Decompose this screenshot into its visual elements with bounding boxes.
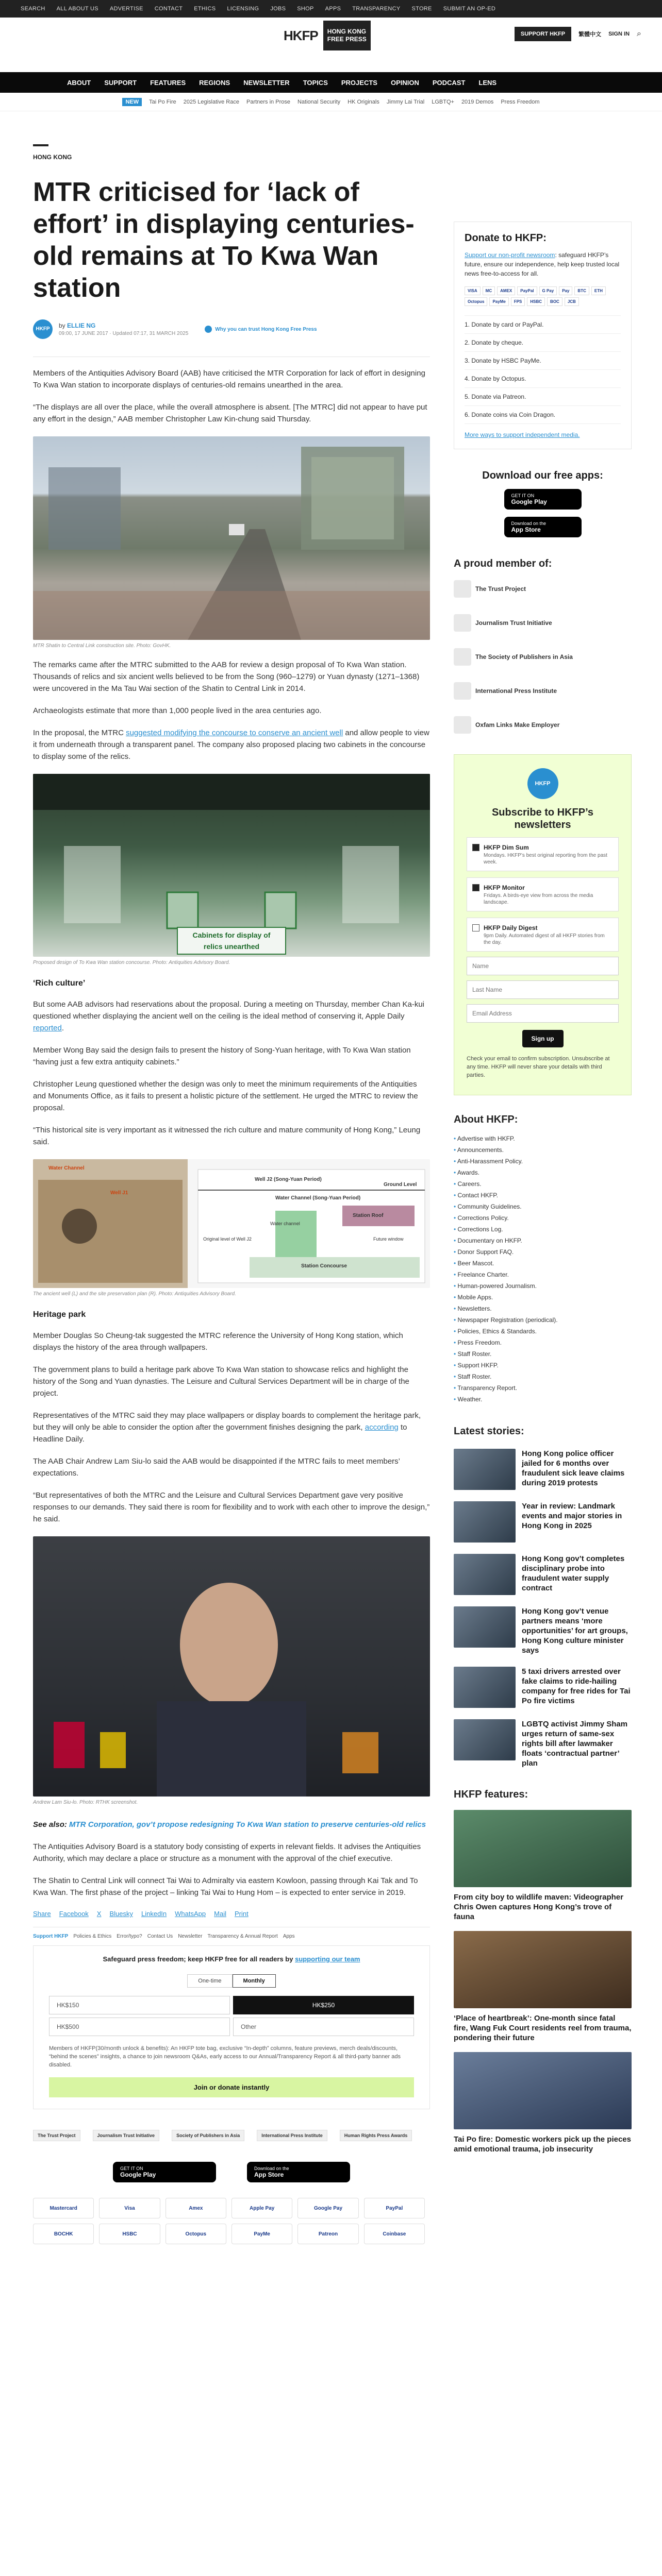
paragraph-text: . bbox=[61, 1024, 64, 1032]
app-store-label: App Store bbox=[254, 2171, 284, 2178]
paragraph-text: Representatives of the MTRC said they may place wallpapers or display boards to complement the heritage park, but they will only be able to consider the option after the government finishes designing the park, bbox=[33, 1411, 421, 1432]
about-link[interactable]: • Donor Support FAQ. bbox=[454, 1246, 632, 1258]
feature-headline[interactable]: From city boy to wildlife maven: Videographer Chris Owen captures Hong Kong’s trove of fauna bbox=[454, 1893, 623, 1921]
footer-link[interactable]: Contact Us bbox=[147, 1934, 173, 1939]
section-heading: Heritage park bbox=[33, 1310, 86, 1319]
share-print[interactable]: Print bbox=[234, 1910, 249, 1918]
concourse-design-image bbox=[33, 774, 430, 957]
story-thumbnail[interactable] bbox=[454, 1667, 516, 1708]
payment-badge: Pay bbox=[559, 286, 572, 295]
newsletter-note: Check your email to confirm subscription. Unsubscribe at any time. HKFP will never share your details with third parties. bbox=[467, 1056, 610, 1078]
header-actions bbox=[515, 27, 641, 41]
checkbox-unchecked[interactable] bbox=[472, 924, 479, 931]
nav-podcast[interactable]: PODCAST bbox=[432, 78, 466, 87]
diagram-label-water: Water Channel bbox=[48, 1165, 85, 1171]
app-store-small: Download on the bbox=[511, 521, 547, 526]
member-logo-label: The Society of Publishers in Asia bbox=[475, 653, 573, 660]
member-logo-icon bbox=[454, 614, 471, 632]
share-linkedin[interactable]: LinkedIn bbox=[141, 1910, 167, 1918]
site-logo[interactable] bbox=[278, 21, 371, 50]
about-link[interactable]: • Transparency Report. bbox=[454, 1382, 632, 1394]
story-thumbnail[interactable] bbox=[454, 1501, 516, 1543]
feature-image[interactable] bbox=[454, 1931, 632, 2008]
about-link[interactable]: • Corrections Log. bbox=[454, 1224, 632, 1235]
app-store-label: App Store bbox=[511, 526, 541, 533]
payment-badge: HSBC bbox=[527, 297, 545, 306]
story-headline[interactable]: Hong Kong gov’t venue partners means ‘more opportunities’ for art groups, Hong Kong culture minister says bbox=[522, 1607, 628, 1655]
donation-headline-text: Safeguard press freedom; keep HKFP free for all readers by bbox=[103, 1955, 295, 1963]
utility-link-ethics[interactable]: ETHICS bbox=[194, 6, 216, 12]
logo-mark: HKFP bbox=[278, 21, 323, 50]
donation-method[interactable]: 5. Donate via Patreon. bbox=[465, 388, 621, 406]
payment-badges bbox=[465, 286, 621, 306]
donation-method[interactable]: 4. Donate by Octopus. bbox=[465, 370, 621, 388]
paragraph-text: to Headline Daily. bbox=[33, 1423, 407, 1444]
about-title: About HKFP: bbox=[454, 1114, 518, 1125]
payment-badge: AMEX bbox=[497, 286, 515, 295]
share-x[interactable]: X bbox=[96, 1910, 102, 1918]
member-logo[interactable] bbox=[454, 682, 632, 700]
donate-title: Donate to HKFP: bbox=[465, 232, 547, 244]
partner-logo[interactable]: International Press Institute bbox=[257, 2130, 327, 2141]
story-thumbnail[interactable] bbox=[454, 1719, 516, 1760]
amount-option[interactable]: HK$500 bbox=[49, 2018, 230, 2036]
about-link[interactable]: • Newspaper Registration (periodical). bbox=[454, 1314, 632, 1326]
diagram-label-original: Original level of Well J2 bbox=[203, 1236, 252, 1242]
about-link[interactable]: • Weather. bbox=[454, 1394, 632, 1405]
utility-link-about[interactable]: ALL ABOUT US bbox=[56, 6, 98, 12]
newsletter-desc: Mondays. HKFP’s best original reporting from the past week. bbox=[484, 853, 607, 865]
paragraph: The remarks came after the MTRC submitted to the AAB for review a design proposal of To Kwa Wan station. Thousands of relics and six ancient wells believed to be from the Song (960–1279) or Yuan dynasty (1271–1368) were uncovered in the Ma Tau Wai section of the Shatin to Central Link in 2014. bbox=[33, 660, 420, 693]
image-caption: Proposed design of To Kwa Wan station concourse. Photo: Antiquities Advisory Board. bbox=[33, 960, 230, 965]
share-facebook[interactable]: Facebook bbox=[59, 1910, 89, 1918]
member-logo[interactable] bbox=[454, 716, 632, 734]
author-prefix: by bbox=[59, 322, 65, 329]
share-label[interactable]: Share bbox=[33, 1910, 51, 1918]
footer-link[interactable]: Newsletter bbox=[178, 1934, 203, 1939]
see-also-link[interactable]: MTR Corporation, gov’t propose redesigning To Kwa Wan station to preserve centuries-old relics bbox=[69, 1820, 426, 1829]
about-link[interactable]: • Announcements. bbox=[454, 1144, 632, 1156]
payment-logo: Visa bbox=[99, 2198, 160, 2218]
article bbox=[33, 144, 430, 2244]
more-ways-link[interactable]: More ways to support independent media. bbox=[465, 431, 580, 438]
donation-headline bbox=[49, 1955, 414, 1963]
footer-link[interactable]: Policies & Ethics bbox=[73, 1934, 112, 1939]
about-link[interactable]: • Advertise with HKFP. bbox=[454, 1133, 632, 1144]
trending-link[interactable]: Jimmy Lai Trial bbox=[386, 98, 425, 105]
member-logo-icon bbox=[454, 580, 471, 598]
about-link[interactable]: • Support HKFP. bbox=[454, 1360, 632, 1371]
payment-badge: Octopus bbox=[465, 297, 487, 306]
feature-image[interactable] bbox=[454, 2052, 632, 2129]
feature-image[interactable] bbox=[454, 1810, 632, 1887]
google-play-label: Google Play bbox=[511, 498, 547, 505]
search-icon[interactable]: ⌕ bbox=[637, 29, 641, 38]
join-donate-button[interactable]: Join or donate instantly bbox=[49, 2077, 414, 2097]
paragraph-text: But some AAB advisors had reservations about the proposal. During a meeting on Thursday, member Chan Ka-kui questioned whether displaying the ancient well on the ceiling is the ideal method of conserving it, Apple Daily bbox=[33, 1000, 425, 1021]
proposal-link[interactable]: suggested modifying the concourse to conserve an ancient well bbox=[126, 728, 343, 737]
article-category[interactable]: HONG KONG bbox=[33, 154, 72, 161]
payment-badge: G Pay bbox=[539, 286, 557, 295]
payment-logo: Apple Pay bbox=[231, 2198, 292, 2218]
diagram-label-roof: Station Roof bbox=[353, 1213, 384, 1218]
paragraph-text: and allow people to view it from underneath through a transparent panel. The company also proposed placing two cabinets in the concourse to display some of the relics. bbox=[33, 728, 429, 761]
about-link[interactable]: • Community Guidelines. bbox=[454, 1201, 632, 1212]
diagram-label-ground: Ground Level bbox=[384, 1182, 417, 1188]
photo-illustration bbox=[33, 436, 430, 640]
member-logo-icon bbox=[454, 682, 471, 700]
utility-link-licensing[interactable]: LICENSING bbox=[227, 6, 259, 12]
payment-logo: BOCHK bbox=[33, 2224, 94, 2244]
diagram-label-well-j1: Well J1 bbox=[110, 1190, 128, 1196]
diagram-label-window: Future window bbox=[373, 1236, 404, 1242]
utility-link-apps[interactable]: APPS bbox=[325, 6, 341, 12]
trending-link[interactable]: Press Freedom bbox=[501, 98, 540, 105]
article-footer-links bbox=[33, 1934, 430, 1939]
nav-features[interactable]: FEATURES bbox=[150, 78, 186, 87]
payment-badge: PayMe bbox=[489, 297, 508, 306]
payment-logo: Amex bbox=[166, 2198, 226, 2218]
partner-logo[interactable]: Society of Publishers in Asia bbox=[172, 2130, 244, 2141]
nav-about[interactable]: ABOUT bbox=[67, 78, 91, 87]
trending-link[interactable]: LGBTQ+ bbox=[432, 98, 454, 105]
support-hkfp-link[interactable]: Support HKFP bbox=[33, 1934, 69, 1939]
nav-newsletter[interactable]: NEWSLETTER bbox=[243, 78, 290, 87]
paragraph: The Shatin to Central Link will connect Tai Wai to Admiralty via eastern Kowloon, passing through Kai Tak and To Kwa Wan. The first phase of the project – linking Tai Wai to Hung Hom – is expected to enter service in 2019. bbox=[33, 1876, 418, 1897]
about-link[interactable]: • Press Freedom. bbox=[454, 1337, 632, 1348]
membership-note: Members of HKFP(30/month unlock & benefits): An HKFP tote bag, exclusive “In-depth” columns, feature previews, merch deals/discounts, “behind the scenes” insights, a chance to join newsroom Q&As, early access to our Annual/Transparency Report & all third-party banner ads disabled. bbox=[49, 2045, 401, 2068]
donation-method[interactable]: 6. Donate coins via Coin Dragon. bbox=[465, 406, 621, 424]
paragraph bbox=[33, 727, 430, 762]
cabinet-label bbox=[177, 928, 286, 952]
newsletter-desc: Fridays. A birds-eye view from across the media landscape. bbox=[484, 893, 593, 905]
amount-option-selected[interactable]: HK$250 bbox=[233, 1996, 414, 2014]
diagram-label-watercourse: Water channel bbox=[270, 1221, 300, 1226]
donation-methods bbox=[465, 315, 621, 424]
member-logo[interactable] bbox=[454, 648, 632, 666]
member-logo-label: The Trust Project bbox=[475, 585, 526, 592]
diagram-illustration bbox=[33, 1159, 430, 1288]
feature-headline[interactable]: ‘Place of heartbreak’: One-month since fatal fire, Wang Fuk Court residents reel from trauma, pondering their future bbox=[454, 2014, 632, 2042]
google-play-button[interactable] bbox=[504, 489, 582, 510]
trust-icon bbox=[205, 326, 212, 333]
member-logo-icon bbox=[454, 648, 471, 666]
about-link[interactable]: • Beer Mascot. bbox=[454, 1258, 632, 1269]
trending-link[interactable]: Partners in Prose bbox=[246, 98, 290, 105]
about-link[interactable]: • Documentary on HKFP. bbox=[454, 1235, 632, 1246]
main-navigation bbox=[0, 72, 662, 93]
frequency-toggle bbox=[49, 1974, 414, 1988]
payment-logo: Google Pay bbox=[297, 2198, 358, 2218]
last-name-input[interactable] bbox=[467, 980, 619, 999]
trending-link[interactable]: 2025 Legislative Race bbox=[183, 98, 239, 105]
paragraph: Member Wong Bay said the design fails to present the history of Song-Yuan heritage, with To Kwa Wan station “having just a few extra antiquity cabinets.” bbox=[33, 1046, 411, 1066]
latest-story[interactable] bbox=[454, 1667, 632, 1708]
newsletter-option[interactable] bbox=[467, 877, 619, 911]
story-headline[interactable]: Hong Kong gov’t completes disciplinary probe into fraudulent water supply contract bbox=[522, 1554, 625, 1592]
member-logo-icon bbox=[454, 716, 471, 734]
diagram-label-concourse: Station Concourse bbox=[301, 1263, 347, 1269]
section-heading: ‘Rich culture’ bbox=[33, 979, 86, 988]
story-headline[interactable]: LGBTQ activist Jimmy Sham urges return of same-sex rights bill after lawmaker floats ‘contractual partner’ plan bbox=[522, 1720, 628, 1768]
payment-badge: FPS bbox=[511, 297, 525, 306]
donation-method[interactable]: 3. Donate by HSBC PayMe. bbox=[465, 352, 621, 370]
about-link[interactable]: • Newsletters. bbox=[454, 1303, 632, 1314]
share-bar bbox=[33, 1910, 430, 1918]
footer-link[interactable]: Transparency & Annual Report bbox=[207, 1934, 278, 1939]
apps-panel bbox=[454, 470, 632, 537]
author-avatar: HKFP bbox=[33, 319, 53, 339]
payment-logo: Patreon bbox=[297, 2224, 358, 2244]
tab-monthly[interactable]: Monthly bbox=[233, 1974, 276, 1988]
trending-link[interactable]: National Security bbox=[297, 98, 341, 105]
headline-daily-link[interactable]: according bbox=[365, 1423, 399, 1432]
newsletter-name: HKFP Monitor bbox=[484, 884, 525, 891]
utility-link-oped[interactable]: SUBMIT AN OP-ED bbox=[443, 6, 496, 12]
paragraph: Members of the Antiquities Advisory Board (AAB) have criticised the MTR Corporation for lack of effort in designing To Kwa Wan station to incorporate displays of centuries-old remains unearthed in the area. bbox=[33, 369, 425, 389]
payment-logo: Octopus bbox=[166, 2224, 226, 2244]
payment-badge: PayPal bbox=[517, 286, 537, 295]
checkbox-checked[interactable] bbox=[472, 884, 479, 891]
feature-story[interactable] bbox=[454, 1810, 632, 1922]
payment-logo: PayPal bbox=[364, 2198, 425, 2218]
utility-links bbox=[21, 0, 495, 18]
paragraph-text: In the proposal, the MTRC bbox=[33, 728, 126, 737]
publish-dates: 09:00, 17 JUNE 2017 · Updated 07:17, 31 MARCH 2025 bbox=[59, 331, 189, 336]
about-link[interactable]: • Anti-Harassment Policy. bbox=[454, 1156, 632, 1167]
story-headline[interactable]: Year in review: Landmark events and major stories in Hong Kong in 2025 bbox=[522, 1502, 622, 1530]
member-logo-label: Oxfam Links Make Employer bbox=[475, 721, 560, 728]
language-switch[interactable]: 繁體中文 bbox=[578, 31, 602, 38]
logo-wordmark bbox=[323, 21, 371, 50]
payment-logo: Mastercard bbox=[33, 2198, 94, 2218]
amount-option-other[interactable]: Other bbox=[233, 2018, 414, 2036]
latest-title: Latest stories: bbox=[454, 1426, 524, 1437]
nav-topics[interactable]: TOPICS bbox=[303, 78, 328, 87]
feature-headline[interactable]: Tai Po fire: Domestic workers pick up the pieces amid emotional trauma, job insecurity bbox=[454, 2135, 631, 2154]
about-link[interactable]: • Contact HKFP. bbox=[454, 1190, 632, 1201]
app-store-button[interactable] bbox=[504, 517, 582, 537]
nav-opinion[interactable]: OPINION bbox=[390, 78, 419, 87]
amount-option[interactable]: HK$150 bbox=[49, 1996, 230, 2014]
image-caption: The ancient well (L) and the site preservation plan (R). Photo: Antiquities Advisory Board. bbox=[33, 1291, 236, 1297]
payment-logo: HSBC bbox=[99, 2224, 160, 2244]
app-store-button[interactable] bbox=[247, 2162, 350, 2182]
utility-link-shop[interactable]: SHOP bbox=[297, 6, 314, 12]
trending-link[interactable]: 2019 Demos bbox=[461, 98, 494, 105]
utility-link-search[interactable]: SEARCH bbox=[21, 6, 45, 12]
payment-badge: BOC bbox=[547, 297, 562, 306]
share-whatsapp[interactable]: WhatsApp bbox=[175, 1910, 206, 1918]
donate-panel bbox=[454, 222, 632, 449]
story-thumbnail[interactable] bbox=[454, 1606, 516, 1648]
trending-bar bbox=[0, 93, 662, 111]
share-bluesky[interactable]: Bluesky bbox=[109, 1910, 133, 1918]
share-mail[interactable]: Mail bbox=[214, 1910, 226, 1918]
about-link[interactable]: • Freelance Charter. bbox=[454, 1269, 632, 1280]
top-utility-bar bbox=[0, 0, 662, 18]
payment-logo: PayMe bbox=[231, 2224, 292, 2244]
latest-story[interactable] bbox=[454, 1554, 632, 1595]
payment-badge: BTC bbox=[574, 286, 589, 295]
about-link[interactable]: • Careers. bbox=[454, 1178, 632, 1190]
about-link[interactable]: • Mobile Apps. bbox=[454, 1292, 632, 1303]
utility-link-transparency[interactable]: TRANSPARENCY bbox=[352, 6, 401, 12]
photo-illustration bbox=[33, 1536, 430, 1797]
partner-logos bbox=[33, 2130, 430, 2141]
paragraph bbox=[33, 998, 430, 1034]
google-play-small: GET IT ON bbox=[120, 2166, 143, 2171]
member-logo[interactable] bbox=[454, 614, 632, 632]
footer-link[interactable]: Apps bbox=[283, 1934, 295, 1939]
trending-link[interactable]: Tai Po Fire bbox=[149, 98, 176, 105]
kicker-rule bbox=[33, 144, 48, 146]
payment-badge: VISA bbox=[465, 286, 481, 295]
paragraph bbox=[33, 1410, 430, 1445]
paragraph: “This historical site is very important as it witnessed the rich culture and mature community of Hong Kong,” Leung said. bbox=[33, 1126, 421, 1146]
about-link[interactable]: • Corrections Policy. bbox=[454, 1212, 632, 1224]
apple-daily-link[interactable]: reported bbox=[33, 1024, 62, 1032]
member-title: A proud member of: bbox=[454, 558, 552, 569]
nav-support[interactable]: SUPPORT bbox=[104, 78, 137, 87]
support-team-link[interactable]: supporting our team bbox=[295, 1955, 360, 1963]
donation-widget bbox=[33, 1945, 430, 2109]
paragraph: The government plans to build a heritage park above To Kwa Wan station to showcase relics and highlight the history of the Song and Yuan dynasties. The Leisure and Cultural Services Department will be in charge of the project. bbox=[33, 1365, 409, 1398]
newsletter-option[interactable] bbox=[467, 837, 619, 871]
author-line bbox=[59, 322, 188, 329]
email-input[interactable] bbox=[467, 1004, 619, 1023]
logo-line-2: FREE PRESS bbox=[327, 36, 367, 43]
sidebar bbox=[454, 222, 632, 2154]
donate-lead-link[interactable]: Support our non-profit newsroom bbox=[465, 251, 555, 259]
latest-story[interactable] bbox=[454, 1449, 632, 1490]
utility-link-advertise[interactable]: ADVERTISE bbox=[109, 6, 143, 12]
donation-method[interactable]: 1. Donate by card or PayPal. bbox=[465, 315, 621, 334]
google-play-small: GET IT ON bbox=[511, 493, 535, 498]
newsletter-desc: 9pm Daily. Automated digest of all HKFP stories from the day. bbox=[484, 933, 605, 945]
story-thumbnail[interactable] bbox=[454, 1554, 516, 1595]
payment-badge: ETH bbox=[591, 286, 606, 295]
logo-line-1: HONG KONG bbox=[327, 28, 367, 35]
latest-story[interactable] bbox=[454, 1501, 632, 1543]
nav-regions[interactable]: REGIONS bbox=[199, 78, 230, 87]
about-link[interactable]: • Staff Roster. bbox=[454, 1371, 632, 1382]
member-logo[interactable] bbox=[454, 580, 632, 598]
utility-link-jobs[interactable]: JOBS bbox=[270, 6, 286, 12]
paragraph: “But representatives of both the MTRC and the Leisure and Cultural Services Department gave very positive responses to our demands. They said there is room for flexibility and to work with each other to improve the design,” he said. bbox=[33, 1491, 430, 1523]
newsletter-title: Subscribe to HKFP’s newsletters bbox=[491, 807, 594, 831]
partner-logo[interactable]: The Trust Project bbox=[33, 2130, 80, 2141]
story-headline[interactable]: Hong Kong police officer jailed for 6 months over fraudulent sick leave claims during 2019 protests bbox=[522, 1449, 625, 1487]
paragraph: The Antiquities Advisory Board is a statutory body consisting of experts in relevant fields. It advises the Antiquities Authority, which may declare a place or structure as a monument with the approval of the chief executive. bbox=[33, 1842, 421, 1863]
new-badge: NEW bbox=[122, 98, 142, 106]
cabinet-label-line: Cabinets for display of bbox=[192, 931, 271, 939]
newsletter-option[interactable] bbox=[467, 918, 619, 952]
trust-link[interactable] bbox=[205, 326, 317, 333]
utility-link-store[interactable]: STORE bbox=[411, 6, 432, 12]
app-store-buttons bbox=[33, 2162, 430, 2182]
payment-badge: MC bbox=[483, 286, 495, 295]
cabinet-label-line: relics unearthed bbox=[203, 942, 260, 951]
payment-badge: JCB bbox=[565, 297, 579, 306]
donation-method[interactable]: 2. Donate by cheque. bbox=[465, 334, 621, 352]
author-link[interactable]: ELLIE NG bbox=[67, 322, 96, 329]
footer-link[interactable]: Error/typo? bbox=[117, 1934, 142, 1939]
about-link[interactable]: • Policies, Ethics & Standards. bbox=[454, 1326, 632, 1337]
story-thumbnail[interactable] bbox=[454, 1449, 516, 1490]
trending-link[interactable]: HK Originals bbox=[347, 98, 379, 105]
partner-logo[interactable]: Journalism Trust Initiative bbox=[93, 2130, 160, 2141]
andrew-lam-photo bbox=[33, 1536, 430, 1797]
apps-title: Download our free apps: bbox=[482, 470, 603, 481]
diagram-label-channel: Water Channel (Song-Yuan Period) bbox=[275, 1195, 361, 1201]
name-input[interactable] bbox=[467, 957, 619, 975]
diagram-label-well-j2: Well J2 (Song-Yuan Period) bbox=[255, 1177, 322, 1182]
app-store-small: Download on the bbox=[254, 2166, 289, 2171]
paragraph: Archaeologists estimate that more than 1,000 people lived in the area centuries ago. bbox=[33, 706, 322, 715]
donate-lead-text: : safeguard HKFP’s future, ensure our independence, help keep trusted local news free-to-access for all. bbox=[465, 251, 620, 277]
feature-story[interactable] bbox=[454, 1931, 632, 2043]
byline bbox=[33, 319, 430, 339]
paragraph: “The displays are all over the place, while the overall atmosphere is absent. [The MTRC] did not appear to have put any effort in the design,” AAB member Christopher Law Kin-chung said Thursday. bbox=[33, 403, 427, 423]
well-preservation-diagram bbox=[33, 1159, 430, 1288]
construction-site-photo bbox=[33, 436, 430, 640]
member-logo-label: Journalism Trust Initiative bbox=[475, 619, 552, 626]
nav-lens[interactable]: LENS bbox=[478, 78, 497, 87]
support-hkfp-button[interactable]: SUPPORT HKFP bbox=[515, 27, 571, 41]
paragraph: The AAB Chair Andrew Lam Siu-lo said the AAB would be disappointed if the MTRC fails to meet members’ expectations. bbox=[33, 1457, 400, 1478]
see-also bbox=[33, 1819, 430, 1831]
latest-story[interactable] bbox=[454, 1606, 632, 1655]
trust-label: Why you can trust Hong Kong Free Press bbox=[215, 326, 317, 332]
payment-logo: Coinbase bbox=[364, 2224, 425, 2244]
about-link[interactable]: • Human-powered Journalism. bbox=[454, 1280, 632, 1292]
latest-story[interactable] bbox=[454, 1719, 632, 1768]
checkbox-checked[interactable] bbox=[472, 844, 479, 851]
image-caption: Andrew Lam Siu-lo. Photo: RTHK screenshot. bbox=[33, 1800, 138, 1805]
about-links bbox=[454, 1133, 632, 1405]
feature-story[interactable] bbox=[454, 2052, 632, 2154]
member-logos bbox=[454, 580, 632, 734]
utility-link-contact[interactable]: CONTACT bbox=[154, 6, 183, 12]
article-title: MTR criticised for ‘lack of effort’ in displaying centuries-old remains at To Kwa Wan station bbox=[33, 177, 415, 303]
paragraph: Member Douglas So Cheung-tak suggested the MTRC reference the University of Hong Kong station, which displays the history of the area through wallpapers. bbox=[33, 1331, 403, 1352]
newsletter-name: HKFP Daily Digest bbox=[484, 924, 538, 931]
about-link[interactable]: • Staff Roster. bbox=[454, 1348, 632, 1360]
sign-up-button[interactable]: Sign up bbox=[522, 1030, 564, 1047]
payment-methods bbox=[33, 2198, 425, 2244]
newsletter-name: HKFP Dim Sum bbox=[484, 844, 529, 851]
nav-projects[interactable]: PROJECTS bbox=[341, 78, 377, 87]
features-title: HKFP features: bbox=[454, 1789, 528, 1800]
sign-in-link[interactable]: SIGN IN bbox=[608, 31, 630, 37]
story-headline[interactable]: 5 taxi drivers arrested over fake claims to ride-hailing company for free rides for Tai Po fire victims bbox=[522, 1667, 631, 1705]
google-play-button[interactable] bbox=[113, 2162, 216, 2182]
member-logo-label: International Press Institute bbox=[475, 687, 557, 694]
paragraph: Christopher Leung questioned whether the design was only to meet the minimum requirements of the Antiquities and Monuments Office, as it fails to present a holistic picture of the settlement. He urged the MTRC to review the proposal. bbox=[33, 1080, 418, 1112]
tab-one-time[interactable]: One-time bbox=[187, 1974, 232, 1988]
amount-options bbox=[49, 1996, 414, 2036]
see-also-prefix: See also: bbox=[33, 1820, 70, 1829]
newsletter-badge: HKFP bbox=[527, 768, 558, 799]
image-caption: MTR Shatin to Central Link construction site. Photo: GovHK. bbox=[33, 643, 171, 649]
about-link[interactable]: • Awards. bbox=[454, 1167, 632, 1178]
donate-lead bbox=[465, 250, 621, 278]
partner-logo[interactable]: Human Rights Press Awards bbox=[340, 2130, 412, 2141]
newsletter-signup bbox=[454, 754, 632, 1095]
google-play-label: Google Play bbox=[120, 2171, 156, 2178]
